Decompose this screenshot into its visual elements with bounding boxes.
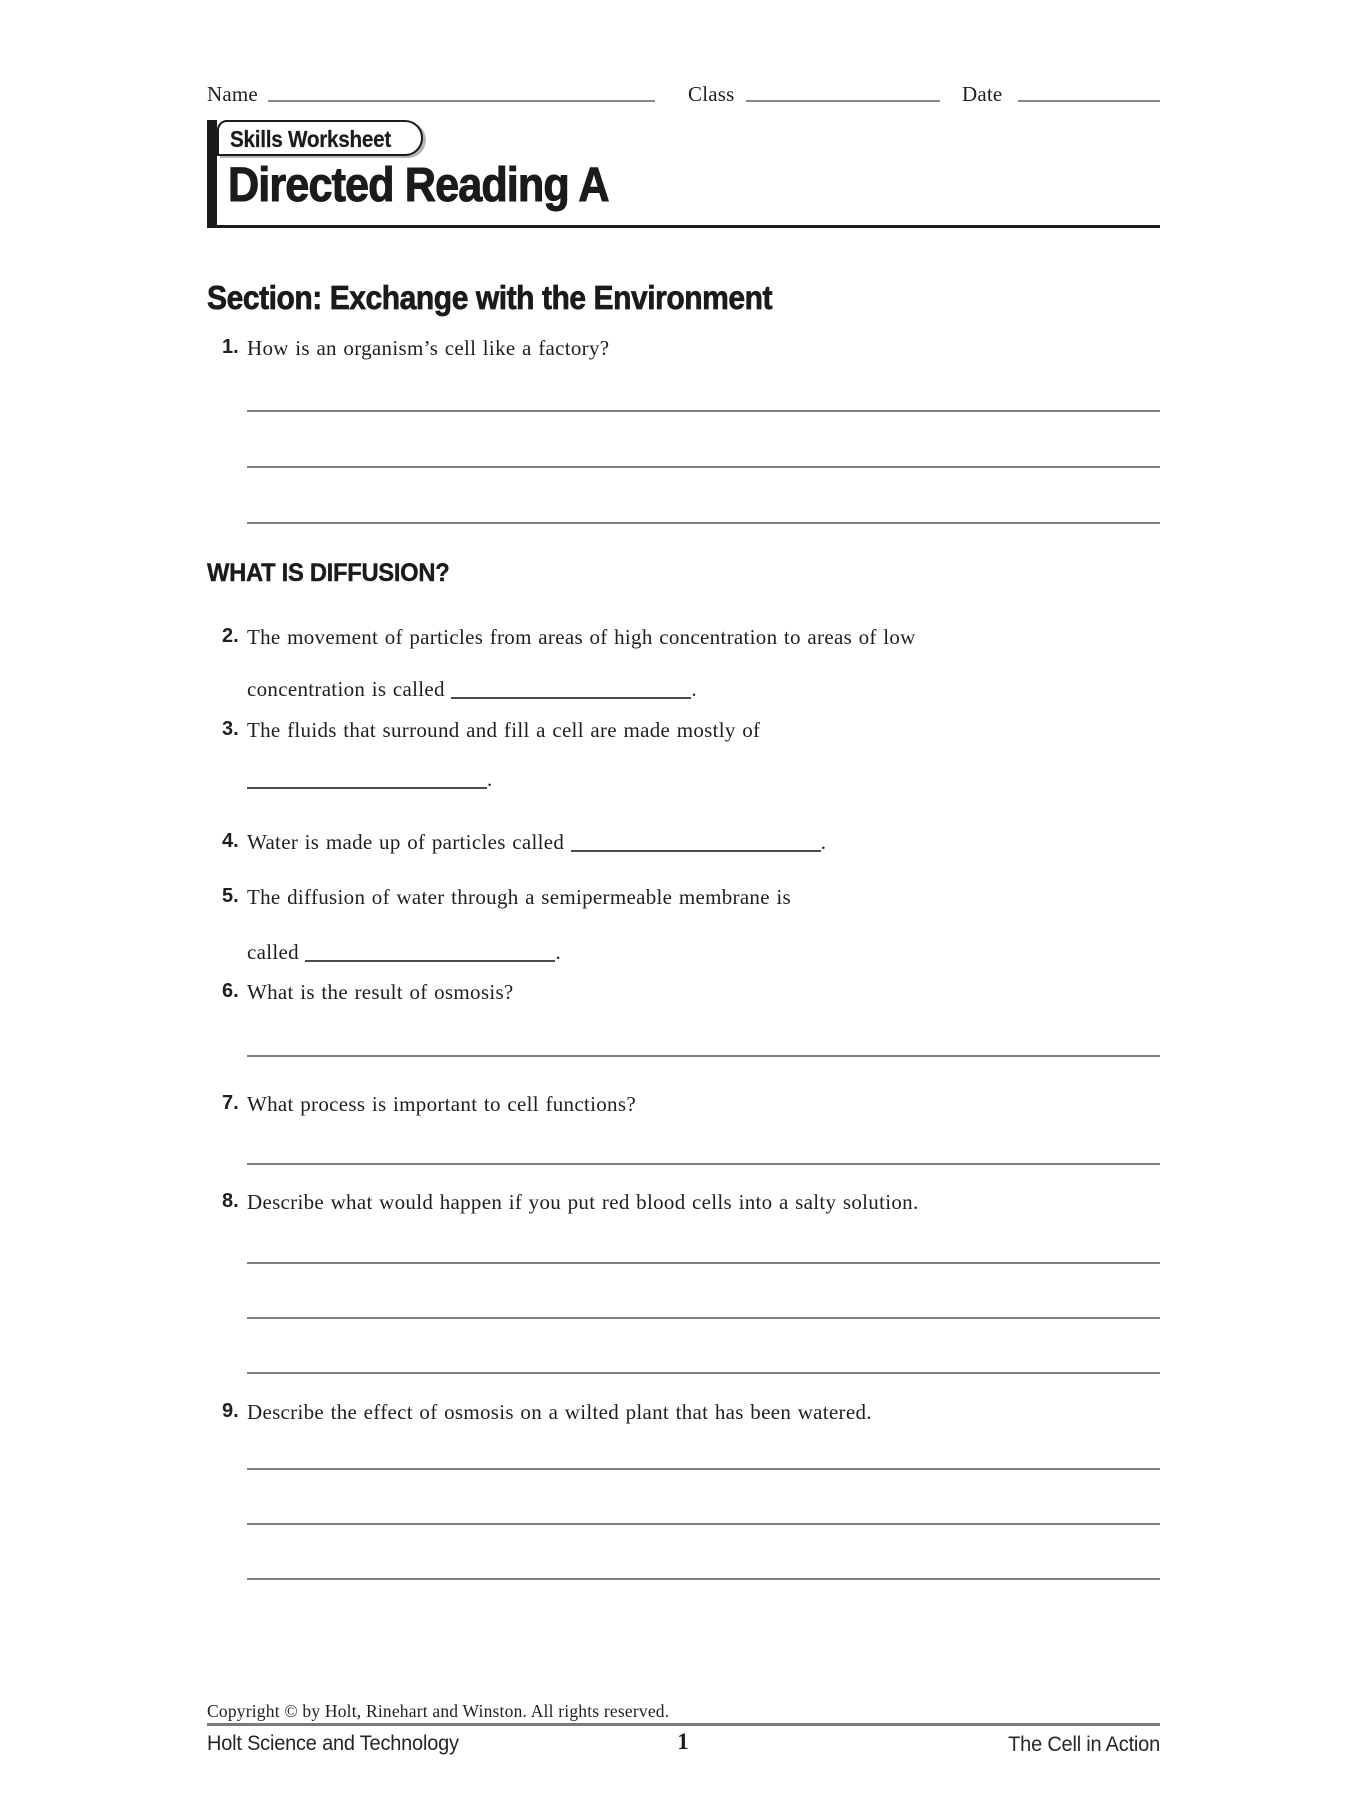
question-text-segment: concentration is called: [247, 677, 452, 701]
answer-line[interactable]: [247, 1262, 1160, 1264]
question-number: 2.: [222, 625, 239, 647]
name-line[interactable]: [268, 100, 655, 102]
question-text-segment: What process is important to cell functions?: [247, 1092, 636, 1116]
answer-line[interactable]: [247, 1055, 1160, 1057]
skills-worksheet-tab: [217, 120, 423, 156]
question-text: [247, 625, 916, 650]
question-text-segment: called: [247, 940, 306, 964]
question-text-segment: What is the result of osmosis?: [247, 980, 514, 1004]
title-rule: [207, 225, 1160, 228]
answer-line[interactable]: [247, 1317, 1160, 1319]
question-text: [247, 1400, 872, 1425]
question-number: 1.: [222, 336, 239, 358]
date-line[interactable]: [1018, 100, 1160, 102]
footer-publisher: Holt Science and Technology: [207, 1732, 459, 1755]
inline-blank[interactable]: [305, 960, 555, 962]
date-label: Date: [962, 82, 1003, 106]
footer-chapter: The Cell in Action: [1008, 1733, 1160, 1756]
answer-line[interactable]: [247, 1523, 1160, 1525]
question-text: [247, 336, 609, 361]
title-accent-bar: [207, 120, 217, 228]
question-text: [247, 940, 561, 965]
question-number: 7.: [222, 1092, 239, 1114]
question-text: [247, 980, 514, 1005]
question-text-segment: .: [691, 677, 697, 701]
inline-blank[interactable]: [571, 850, 821, 852]
question-text-segment: Describe the effect of osmosis on a wilted plant that has been watered.: [247, 1400, 872, 1424]
question-number: 4.: [222, 830, 239, 852]
class-line[interactable]: [746, 100, 940, 102]
answer-line[interactable]: [247, 1468, 1160, 1470]
question-text: [247, 885, 791, 910]
question-text-segment: .: [555, 940, 562, 964]
answer-line[interactable]: [247, 410, 1160, 412]
question-text: [247, 718, 760, 743]
question-text: [247, 677, 697, 702]
question-number: 5.: [222, 885, 239, 907]
answer-line[interactable]: [247, 1372, 1160, 1374]
question-text-segment: The movement of particles from areas of high concentration to areas of low: [247, 625, 916, 649]
inline-blank[interactable]: [451, 697, 691, 699]
question-text-segment: .: [487, 767, 493, 791]
question-number: 9.: [222, 1400, 239, 1422]
question-text: [247, 1092, 636, 1117]
question-text-segment: The fluids that surround and fill a cell are made mostly of: [247, 718, 761, 742]
question-number: 8.: [222, 1190, 239, 1212]
footer-copyright: Copyright © by Holt, Rinehart and Winston. All rights reserved.: [207, 1701, 670, 1721]
worksheet-title: Directed Reading A: [228, 159, 609, 212]
question-text-segment: The diffusion of water through a semipermeable membrane is: [247, 885, 792, 909]
inline-blank[interactable]: [247, 787, 487, 789]
question-text: [247, 830, 826, 855]
footer-rule: [207, 1723, 1160, 1726]
question-text-segment: Describe what would happen if you put red blood cells into a salty solution.: [247, 1190, 919, 1214]
answer-line[interactable]: [247, 522, 1160, 524]
section-heading: Section: Exchange with the Environment: [207, 279, 773, 316]
footer-page-number: 1: [677, 1729, 689, 1754]
question-text: [247, 1190, 919, 1215]
answer-line[interactable]: [247, 1163, 1160, 1165]
skills-worksheet-label: Skills Worksheet: [230, 126, 391, 152]
answer-line[interactable]: [247, 1578, 1160, 1580]
question-number: 6.: [222, 980, 239, 1002]
question-text: [247, 767, 493, 792]
name-label: Name: [207, 82, 258, 106]
question-text-segment: How is an organism’s cell like a factory?: [247, 336, 610, 360]
subsection-heading: WHAT IS DIFFUSION?: [207, 559, 450, 587]
question-number: 3.: [222, 718, 239, 740]
question-text-segment: .: [820, 830, 827, 854]
class-label: Class: [688, 82, 735, 106]
answer-line[interactable]: [247, 466, 1160, 468]
question-text-segment: Water is made up of particles called: [247, 830, 571, 854]
